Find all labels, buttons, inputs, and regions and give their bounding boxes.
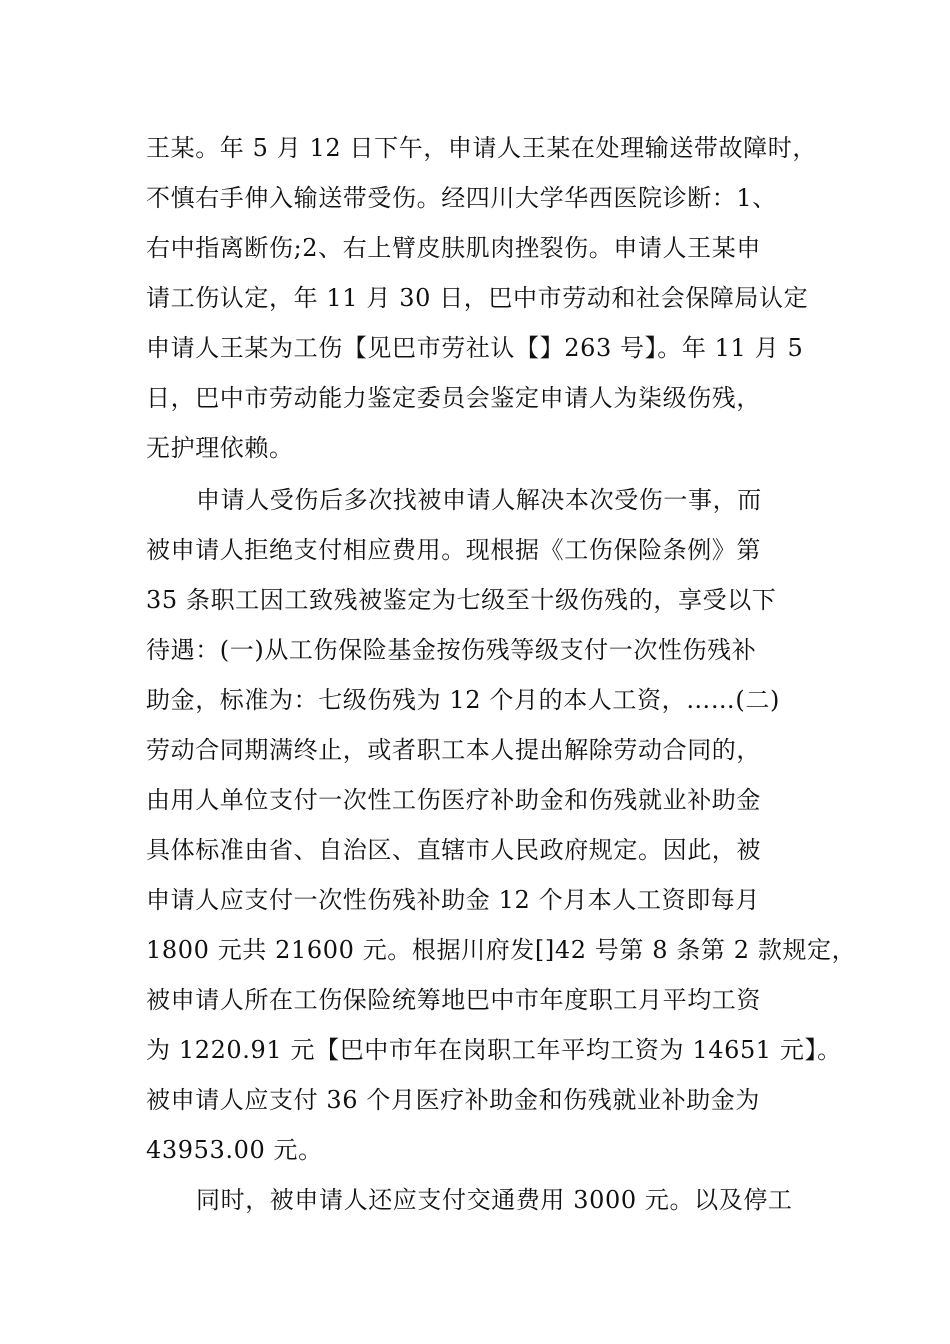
paragraph-start-line: 申请人受伤后多次找被申请人解决本次受伤一事，而 bbox=[196, 486, 762, 514]
text-line: 无护理依赖。 bbox=[146, 434, 294, 462]
text-line: 右中指离断伤;2、右上臂皮肤肌肉挫裂伤。申请人王某申 bbox=[146, 234, 761, 262]
text-line: 43953.00 元。 bbox=[146, 1136, 323, 1164]
text-line: 35 条职工因工致残被鉴定为七级至十级伤残的，享受以下 bbox=[146, 586, 777, 614]
text-line: 不慎右手伸入输送带受伤。经四川大学华西医院诊断：1、 bbox=[146, 184, 777, 212]
text-line: 1800 元共 21600 元。根据川府发[]42 号第 8 条第 2 款规定， bbox=[146, 936, 857, 964]
text-line: 被申请人应支付 36 个月医疗补助金和伤残就业补助金为 bbox=[146, 1086, 760, 1114]
text-line: 被申请人拒绝支付相应费用。现根据《工伤保险条例》第 bbox=[146, 536, 761, 564]
text-line: 助金，标准为：七级伤残为 12 个月的本人工资，……(二) bbox=[146, 686, 780, 714]
text-line: 为 1220.91 元【巴中市年在岗职工年平均工资为 14651 元】。 bbox=[146, 1036, 842, 1064]
text-line: 具体标准由省、自治区、直辖市人民政府规定。因此，被 bbox=[146, 836, 761, 864]
text-line: 申请人王某为工伤【见巴市劳社认【】263 号】。年 11 月 5 bbox=[146, 334, 804, 362]
text-line: 被申请人所在工伤保险统筹地巴中市年度职工月平均工资 bbox=[146, 986, 761, 1014]
text-line: 日，巴中市劳动能力鉴定委员会鉴定申请人为柒级伤残， bbox=[146, 384, 761, 412]
text-line: 申请人应支付一次性伤残补助金 12 个月本人工资即每月 bbox=[146, 886, 760, 914]
text-line: 待遇：(一)从工伤保险基金按伤残等级支付一次性伤残补 bbox=[146, 636, 757, 664]
text-line: 由用人单位支付一次性工伤医疗补助金和伤残就业补助金 bbox=[146, 786, 761, 814]
paragraph-start-line: 同时，被申请人还应支付交通费用 3000 元。以及停工 bbox=[196, 1186, 793, 1214]
text-line: 王某。年 5 月 12 日下午，申请人王某在处理输送带故障时， bbox=[146, 134, 817, 162]
text-line: 劳动合同期满终止，或者职工本人提出解除劳动合同的， bbox=[146, 736, 761, 764]
text-line: 请工伤认定，年 11 月 30 日，巴中市劳动和社会保障局认定 bbox=[146, 284, 809, 312]
